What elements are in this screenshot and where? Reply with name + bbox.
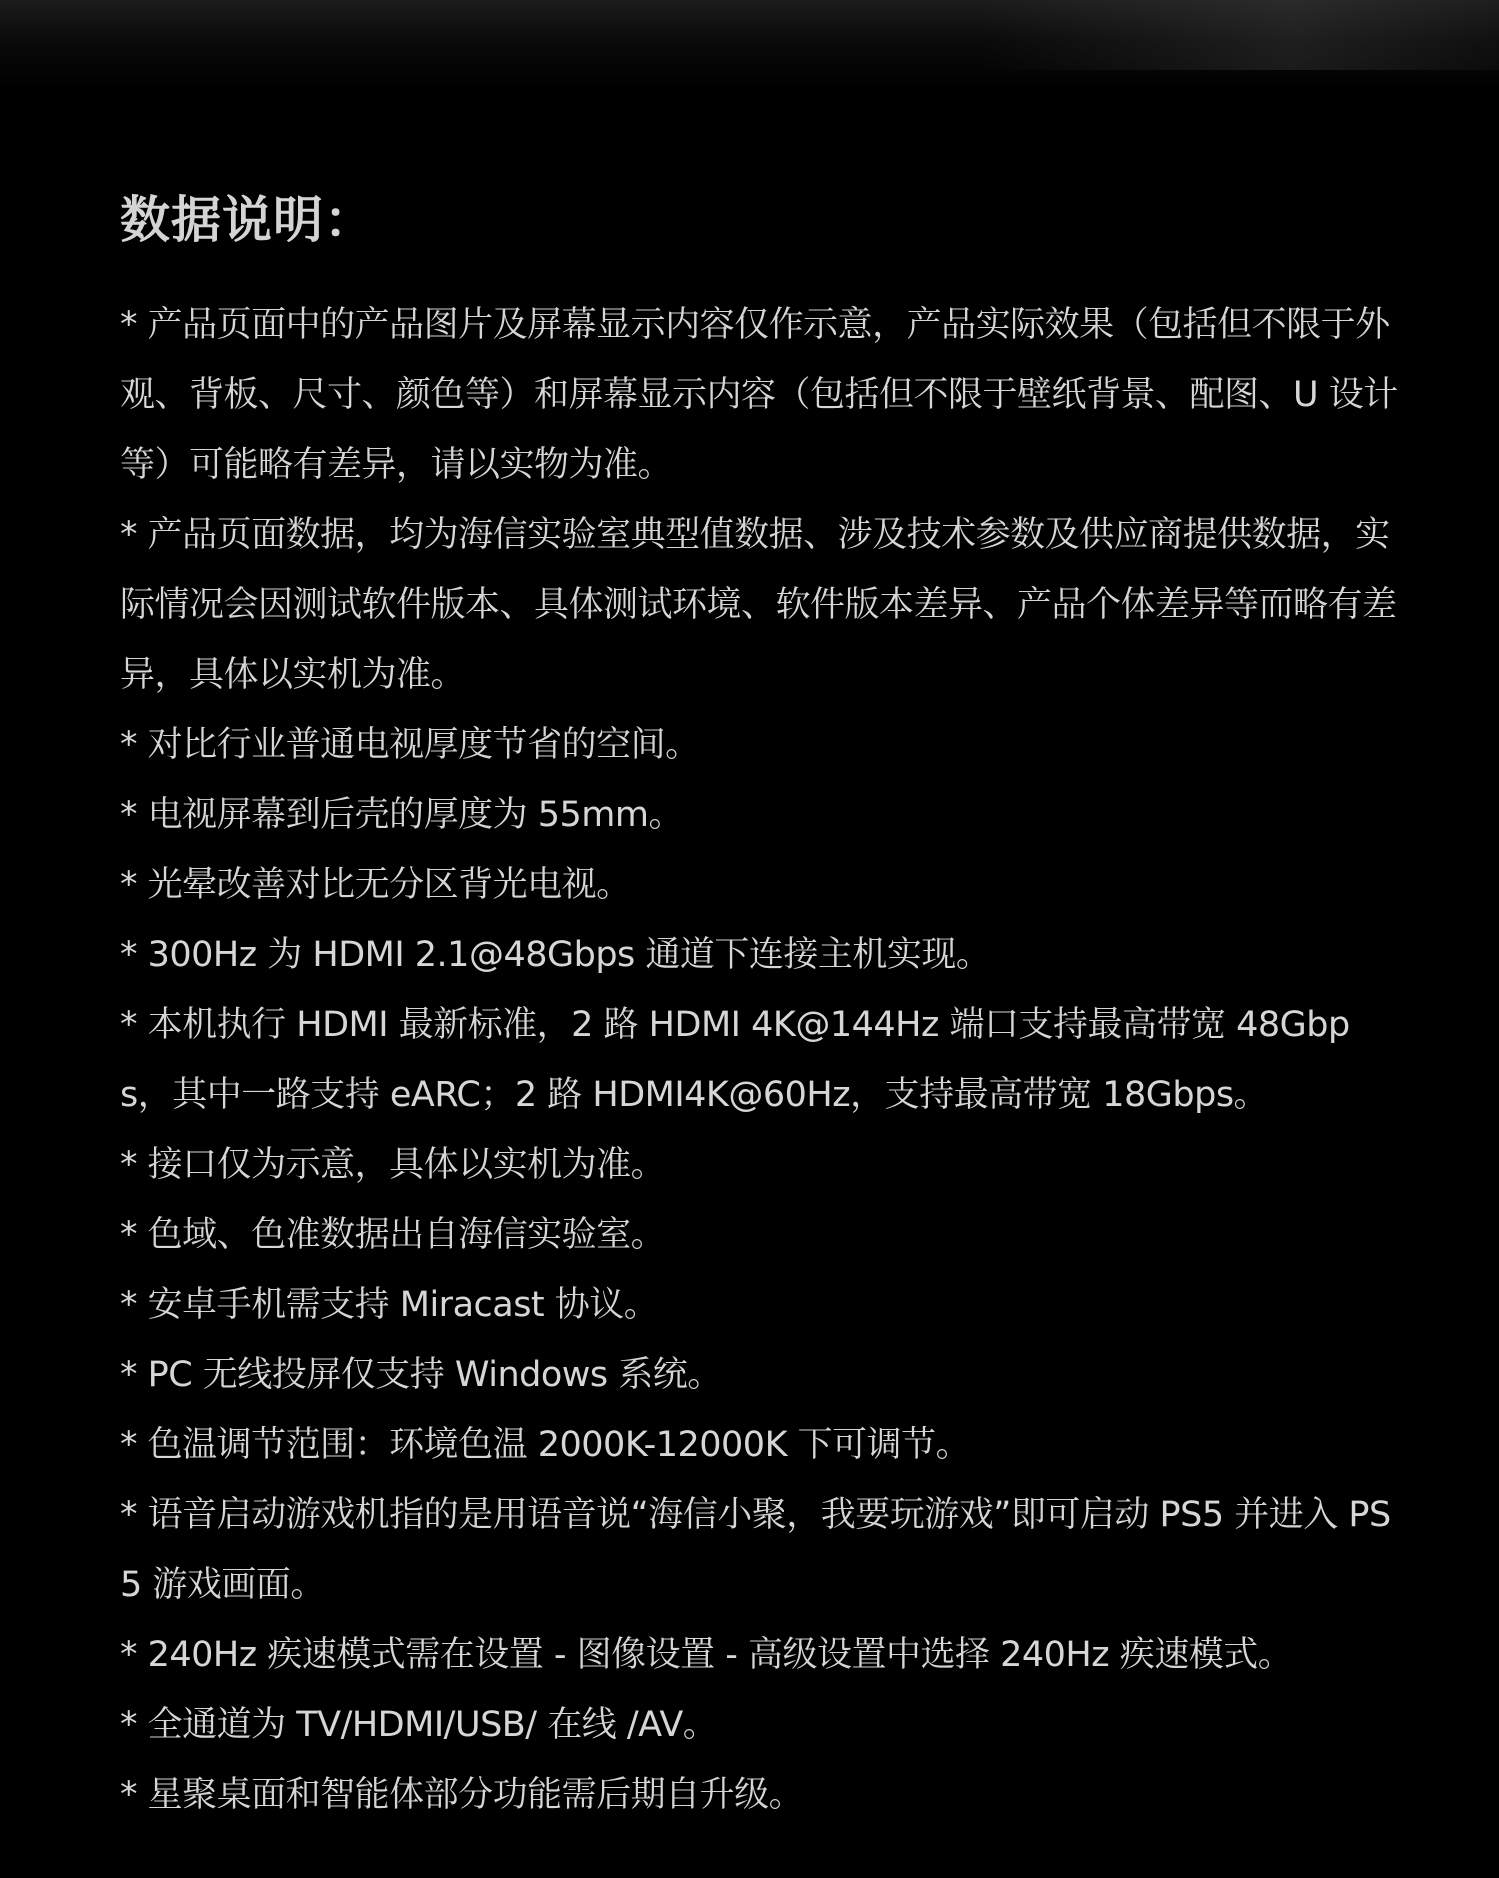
top-background-gradient: [0, 0, 1499, 90]
note-item-2: * 产品页面数据，均为海信实验室典型值数据、涉及技术参数及供应商提供数据，实际情况会因测试软件版本、具体测试环境、软件版本差异、产品个体差异等而略有差异，具体以实机为准。: [120, 515, 1397, 695]
data-notes-section: [120, 190, 1400, 1830]
note-item-14: * 240Hz 疾速模式需在设置 - 图像设置 - 高级设置中选择 240Hz 疾速模式。: [120, 1635, 1293, 1675]
note-item-15: * 全通道为 TV/HDMI/USB/ 在线 /AV。: [120, 1705, 718, 1745]
section-heading: 数据说明：: [120, 191, 375, 249]
note-item-1: * 产品页面中的产品图片及屏幕显示内容仅作示意，产品实际效果（包括但不限于外观、背板、尺寸、颜色等）和屏幕显示内容（包括但不限于壁纸背景、配图、U 设计等）可能略有差异，请以实物为准。: [120, 305, 1398, 485]
note-item-11: * PC 无线投屏仅支持 Windows 系统。: [120, 1355, 722, 1395]
note-item-8: * 接口仅为示意，具体以实机为准。: [120, 1145, 666, 1185]
note-item-4: * 电视屏幕到后壳的厚度为 55mm。: [120, 795, 683, 835]
note-item-12: * 色温调节范围：环境色温 2000K-12000K 下可调节。: [120, 1425, 971, 1465]
notes-list: [120, 290, 1400, 1830]
note-item-3: * 对比行业普通电视厚度节省的空间。: [120, 725, 700, 765]
note-item-7: * 本机执行 HDMI 最新标准，2 路 HDMI 4K@144Hz 端口支持最高带宽 48Gbps，其中一路支持 eARC；2 路 HDMI4K@60Hz，支持最高带宽 18Gbps。: [120, 1005, 1350, 1115]
note-item-6: * 300Hz 为 HDMI 2.1@48Gbps 通道下连接主机实现。: [120, 935, 991, 975]
note-item-16: * 星聚桌面和智能体部分功能需后期自升级。: [120, 1775, 804, 1815]
note-item-5: * 光晕改善对比无分区背光电视。: [120, 865, 631, 905]
note-item-9: * 色域、色准数据出自海信实验室。: [120, 1215, 666, 1255]
note-item-13: * 语音启动游戏机指的是用语音说“海信小聚，我要玩游戏”即可启动 PS5 并进入 PS5 游戏画面。: [120, 1495, 1391, 1605]
note-item-10: * 安卓手机需支持 Miracast 协议。: [120, 1285, 659, 1325]
